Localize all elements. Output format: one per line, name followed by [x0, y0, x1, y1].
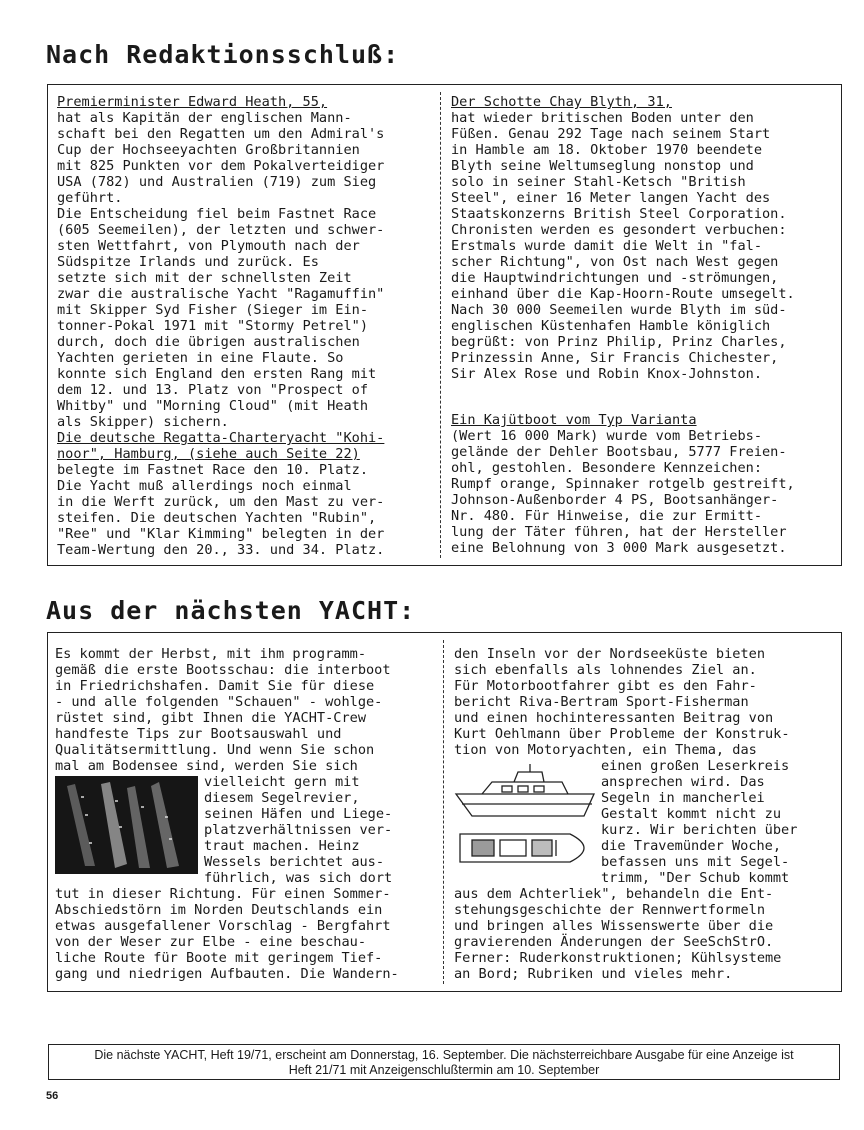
text-line: und bringen alles Wissenswerte über die: [454, 918, 774, 934]
text-line: an Bord; Rubriken und vieles mehr.: [454, 966, 733, 982]
text-line: in Hamble am 18. Oktober 1970 beendete: [451, 142, 762, 158]
text-line: begrüßt: von Prinz Philip, Prinz Charles,: [451, 334, 787, 350]
preview-left-column: [55, 646, 399, 982]
text-line: traut machen. Heinz: [204, 838, 360, 854]
text-line: Ein Kajütboot vom Typ Varianta: [451, 412, 697, 428]
text-line: Die Entscheidung fiel beim Fastnet Race: [57, 206, 377, 222]
text-line: konnte sich England den ersten Rang mit: [57, 366, 377, 382]
text-line: vielleicht gern mit: [204, 774, 360, 790]
page-title: Nach Redaktionsschluß:: [46, 40, 400, 69]
text-line: sich ebenfalls als lohnendes Ziel an.: [454, 662, 757, 678]
text-line: solo in seiner Stahl-Ketsch "British: [451, 174, 746, 190]
text-line: Erstmals wurde damit die Welt in "fal-: [451, 238, 762, 254]
notice-line: Heft 21/71 mit Anzeigenschlußtermin am 10. September: [288, 1063, 600, 1077]
text-line: Für Motorbootfahrer gibt es den Fahr-: [454, 678, 757, 694]
text-line: Der Schotte Chay Blyth, 31,: [451, 94, 672, 110]
text-line: Ferner: Ruderkonstruktionen; Kühlsysteme: [454, 950, 782, 966]
text-line: führlich, was sich dort: [204, 870, 393, 886]
text-line: gang und niedrigen Aufbauten. Die Wandern-: [55, 966, 399, 982]
text-line: Chronisten werden es gesondert verbuchen:: [451, 222, 787, 238]
text-line: einen großen Leserkreis: [601, 758, 790, 774]
text-line: platzverhältnissen ver-: [204, 822, 393, 838]
issue-notice: [48, 1044, 840, 1080]
text-line: mit Skipper Syd Fisher (Sieger im Ein-: [57, 302, 368, 318]
text-line: Die Yacht muß allerdings noch einmal: [57, 478, 352, 494]
text-line: liche Route für Boote mit geringem Tief-: [55, 950, 383, 966]
text-line: trimm, "Der Schub kommt: [601, 870, 790, 886]
text-line: USA (782) und Australien (719) zum Sieg: [57, 174, 377, 190]
text-line: die Hauptwindrichtungen und -strömungen,: [451, 270, 779, 286]
text-line: belegte im Fastnet Race den 10. Platz.: [57, 462, 368, 478]
text-line: in Friedrichshafen. Damit Sie für diese: [55, 678, 375, 694]
notice-line: Die nächste YACHT, Heft 19/71, erscheint am Donnerstag, 16. September. Die nächsterreichbare Ausgabe für eine Anzeige ist: [94, 1048, 794, 1062]
text-line: einhand über die Kap-Hoorn-Route umsegelt.: [451, 286, 795, 302]
text-line: durch, doch die übrigen australischen: [57, 334, 360, 350]
text-line: etwas ausgefallener Vorschlag - Bergfahrt: [55, 918, 391, 934]
text-line: Füßen. Genau 292 Tage nach seinem Start: [451, 126, 771, 142]
text-line: Prinzessin Anne, Sir Francis Chichester,: [451, 350, 779, 366]
text-line: befassen uns mit Segel-: [601, 854, 790, 870]
text-line: Wessels berichtet aus-: [204, 854, 385, 870]
text-line: Team-Wertung den 20., 33. und 34. Platz.: [57, 542, 385, 558]
text-line: Blyth seine Weltumseglung nonstop und: [451, 158, 754, 174]
text-line: eine Belohnung von 3 000 Mark ausgesetzt.: [451, 540, 787, 556]
text-line: diesem Segelrevier,: [204, 790, 360, 806]
text-line: - und alle folgenden "Schauen" - wohlge-: [55, 694, 383, 710]
article-varianta: [451, 412, 795, 556]
text-line: sten Wettfahrt, von Plymouth nach der: [57, 238, 360, 254]
text-line: in die Werft zurück, um den Mast zu ver-: [57, 494, 385, 510]
text-line: stehungsgeschichte der Rennwertformeln: [454, 902, 765, 918]
text-line: kurz. Wir berichten über: [601, 822, 798, 838]
text-line: Südspitze Irlands und zurück. Es: [57, 254, 319, 270]
text-line: (605 Seemeilen), der letzten und schwer-: [57, 222, 385, 238]
text-line: englischen Küstenhafen Hamble königlich: [451, 318, 771, 334]
article-blyth: [451, 94, 795, 382]
text-line: Die deutsche Regatta-Charteryacht "Kohi-: [57, 430, 385, 446]
text-line: ohl, gestohlen. Besondere Kennzeichen:: [451, 460, 762, 476]
text-line: scher Richtung", von Ost nach West gegen: [451, 254, 779, 270]
text-line: ansprechen wird. Das: [601, 774, 765, 790]
text-line: hat als Kapitän der englischen Mann-: [57, 110, 352, 126]
text-line: bericht Riva-Bertram Sport-Fisherman: [454, 694, 749, 710]
section-title: Aus der nächsten YACHT:: [46, 596, 416, 625]
text-line: dem 12. und 13. Platz von "Prospect of: [57, 382, 368, 398]
text-line: gravierenden Änderungen der SeeSchStrO.: [454, 934, 774, 950]
article-heath: [57, 94, 384, 558]
text-line: Rumpf orange, Spinnaker rotgelb gestreift,: [451, 476, 795, 492]
column-divider: [440, 92, 441, 558]
text-line: gemäß die erste Bootsschau: die interboot: [55, 662, 391, 678]
text-line: seinen Häfen und Liege-: [204, 806, 393, 822]
text-line: "Ree" und "Klar Kimming" belegten in der: [57, 526, 385, 542]
text-line: aus dem Achterliek", behandeln die Ent-: [454, 886, 774, 902]
text-line: den Inseln vor der Nordseeküste bieten: [454, 646, 765, 662]
text-line: steifen. Die deutschen Yachten "Rubin",: [57, 510, 377, 526]
text-line: Steel", einer 16 Meter langen Yacht des: [451, 190, 771, 206]
text-line: Johnson-Außenborder 4 PS, Bootsanhänger-: [451, 492, 779, 508]
page-number: 56: [46, 1090, 59, 1102]
text-line: noor", Hamburg, (siehe auch Seite 22): [57, 446, 360, 462]
text-line: tut in dieser Richtung. Für einen Sommer-: [55, 886, 391, 902]
text-line: setzte sich mit der schnellsten Zeit: [57, 270, 352, 286]
text-line: Kurt Oehlmann über Probleme der Konstruk-: [454, 726, 790, 742]
text-line: als Skipper) sichern.: [57, 414, 229, 430]
text-line: lung der Täter führen, hat der Hersteller: [451, 524, 787, 540]
text-line: Sir Alex Rose und Robin Knox-Johnston.: [451, 366, 762, 382]
text-line: (Wert 16 000 Mark) wurde vom Betriebs-: [451, 428, 762, 444]
text-line: tion von Motoryachten, ein Thema, das: [454, 742, 757, 758]
text-line: Gestalt kommt nicht zu: [601, 806, 782, 822]
preview-right-column: [454, 646, 797, 982]
text-line: hat wieder britischen Boden unter den: [451, 110, 754, 126]
text-line: Premierminister Edward Heath, 55,: [57, 94, 328, 110]
text-line: Es kommt der Herbst, mit ihm programm-: [55, 646, 366, 662]
text-line: Whitby" und "Morning Cloud" (mit Heath: [57, 398, 368, 414]
text-line: und einen hochinteressanten Beitrag von: [454, 710, 774, 726]
text-line: Staatskonzerns British Steel Corporation.: [451, 206, 787, 222]
text-line: gelände der Dehler Bootsbau, 5777 Freien-: [451, 444, 787, 460]
text-line: zwar die australische Yacht "Ragamuffin": [57, 286, 385, 302]
text-line: rüstet sind, gibt Ihnen die YACHT-Crew: [55, 710, 366, 726]
text-line: mal am Bodensee sind, werden Sie sich: [55, 758, 358, 774]
text-line: tonner-Pokal 1971 mit "Stormy Petrel"): [57, 318, 368, 334]
text-line: Abschiedstörn im Norden Deutschlands ein: [55, 902, 383, 918]
text-line: Yachten gerieten in eine Flaute. So: [57, 350, 344, 366]
text-line: Cup der Hochseeyachten Großbritannien: [57, 142, 360, 158]
column-divider: [443, 640, 444, 984]
text-line: Nr. 480. Für Hinweise, die zur Ermitt-: [451, 508, 762, 524]
text-line: schaft bei den Regatten um den Admiral's: [57, 126, 385, 142]
text-line: geführt.: [57, 190, 123, 206]
text-line: von der Weser zur Elbe - eine beschau-: [55, 934, 366, 950]
text-line: Segeln in mancherlei: [601, 790, 765, 806]
text-line: handfeste Tips zur Bootsauswahl und: [55, 726, 342, 742]
text-line: mit 825 Punkten vor dem Pokalverteidiger: [57, 158, 385, 174]
text-line: Nach 30 000 Seemeilen wurde Blyth im süd-: [451, 302, 787, 318]
text-line: die Travemünder Woche,: [601, 838, 782, 854]
text-line: Qualitätsermittlung. Und wenn Sie schon: [55, 742, 375, 758]
